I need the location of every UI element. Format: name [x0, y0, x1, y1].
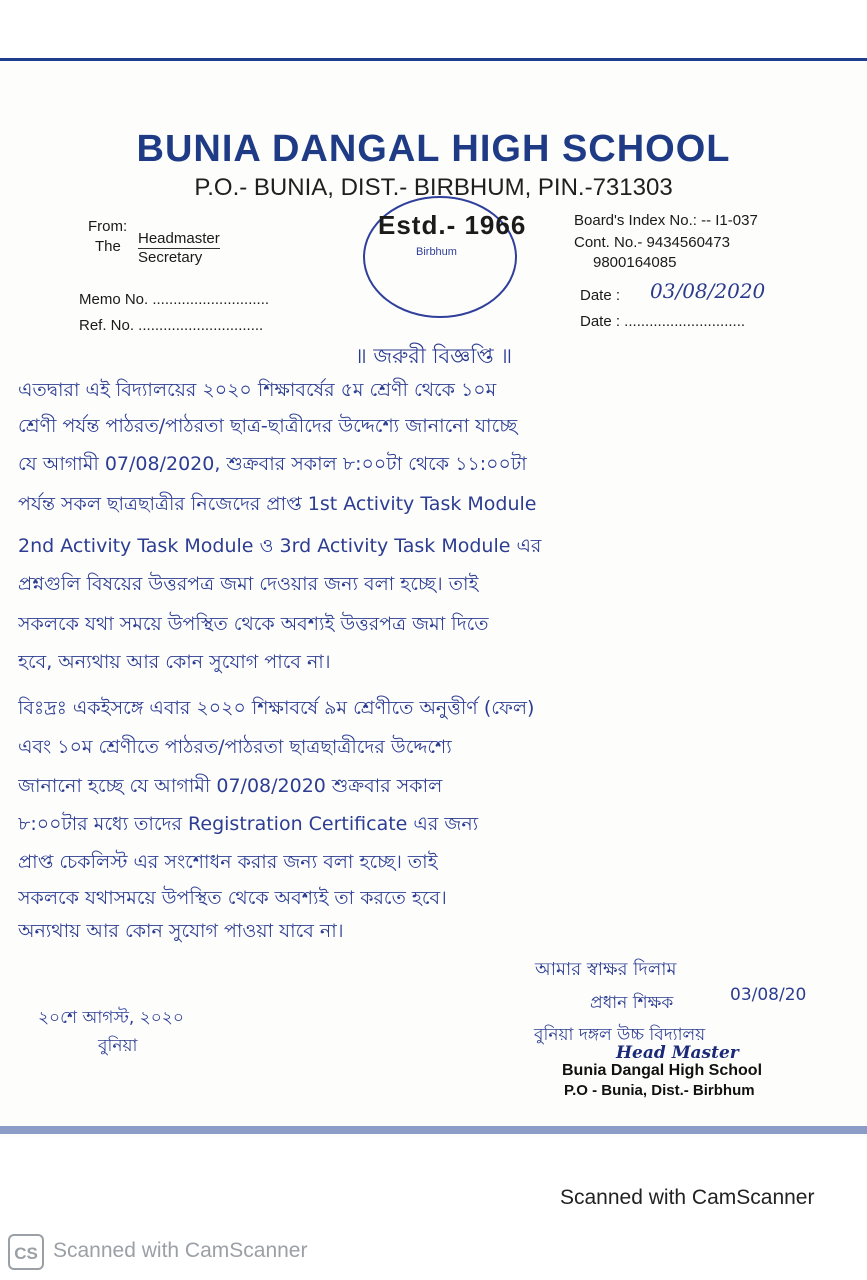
- notice-line: জানানো হচ্ছে যে আগামী 07/08/2020 শুক্রবার সকাল: [18, 775, 443, 797]
- paper-edge: [0, 1126, 867, 1134]
- notice-line: এতদ্বারা এই বিদ্যালয়ের ২০২০ শিক্ষাবর্ষের ৫ম শ্রেণী থেকে ১০ম: [18, 379, 497, 401]
- notice-heading: ॥ জরুরী বিজ্ঞপ্তি ॥: [354, 344, 513, 368]
- signature-line-1: আমার স্বাক্ষর দিলাম: [535, 959, 677, 980]
- role-secretary: Secretary: [138, 249, 203, 266]
- signature-line-3: বুনিয়া দঙ্গল উচ্চ বিদ্যালয়: [534, 1025, 706, 1045]
- signature-date: 03/08/20: [730, 985, 807, 1005]
- camscanner-watermark-right: Scanned with CamScanner: [560, 1186, 815, 1209]
- notice-line: সকলকে যথা সময়ে উপস্থিত থেকে অবশ্যই উত্তরপত্র জমা দিতে: [18, 613, 489, 635]
- notice-line: প্রাপ্ত চেকলিস্ট এর সংশোধন করার জন্য বলা হচ্ছে। তাই: [18, 851, 438, 873]
- camscanner-logo-icon: CS: [8, 1234, 44, 1270]
- left-note-date: ২০শে আগস্ট, ২০২০: [38, 1008, 184, 1028]
- notice-line: সকলকে যথাসময়ে উপস্থিত থেকে অবশ্যই তা করতে হবে।: [18, 887, 447, 909]
- notice-line: যে আগামী 07/08/2020, শুক্রবার সকাল ৮:০০টা থেকে ১১:০০টা: [18, 453, 527, 475]
- stamp-district: Birbhum: [416, 246, 457, 258]
- memo-number: Memo No. ............................: [79, 291, 270, 308]
- notice-line: অন্যথায় আর কোন সুযোগ পাওয়া যাবে না।: [18, 920, 344, 942]
- head-master-title: Head Master: [616, 1043, 739, 1063]
- seal-address: P.O - Bunia, Dist.- Birbhum: [564, 1082, 755, 1099]
- notice-line: পর্যন্ত সকল ছাত্রছাত্রীর নিজেদের প্রাপ্ত 1st Activity Task Module: [18, 493, 537, 515]
- handwritten-date: 03/08/2020: [650, 279, 766, 303]
- notice-line: বিঃদ্রঃ একইসঙ্গে এবার ২০২০ শিক্ষাবর্ষে ৯ম শ্রেণীতে অনুত্তীর্ণ (ফেল): [18, 697, 535, 719]
- notice-line: শ্রেণী পর্যন্ত পাঠরত/পাঠরতা ছাত্র-ছাত্রীদের উদ্দেশ্যে জানানো যাচ্ছে: [18, 415, 518, 437]
- board-index-number: Board's Index No.: -- I1-037: [574, 212, 758, 229]
- notice-line: হবে, অন্যথায় আর কোন সুযোগ পাবে না।: [18, 651, 331, 673]
- notice-line: প্রশ্নগুলি বিষয়ের উত্তরপত্র জমা দেওয়ার জন্য বলা হচ্ছে। তাই: [18, 573, 479, 595]
- role-headmaster: Headmaster: [138, 230, 220, 247]
- from-label: From:: [88, 218, 128, 235]
- date-label-1: Date :: [580, 287, 621, 304]
- notice-line: 2nd Activity Task Module ও 3rd Activity Task Module এর: [18, 535, 542, 557]
- school-name: BUNIA DANGAL HIGH SCHOOL: [136, 128, 731, 170]
- signature-line-2: প্রধান শিক্ষক: [590, 993, 674, 1013]
- contact-number-2: 9800164085: [593, 254, 677, 271]
- reference-number: Ref. No. ..............................: [79, 317, 264, 334]
- contact-number-1: Cont. No.- 9434560473: [574, 234, 730, 251]
- seal-school-name: Bunia Dangal High School: [562, 1062, 763, 1079]
- date-label-2: Date : .............................: [580, 313, 746, 330]
- camscanner-watermark-left: Scanned with CamScanner: [53, 1239, 308, 1262]
- left-note-place: বুনিয়া: [98, 1036, 138, 1056]
- notice-line: ৮:০০টার মধ্যে তাদের Registration Certificate এর জন্য: [18, 813, 479, 835]
- establishment-year: Estd.- 1966: [378, 210, 527, 240]
- notice-line: এবং ১০ম শ্রেণীতে পাঠরত/পাঠরতা ছাত্রছাত্রীদের উদ্দেশ্যে: [18, 736, 452, 758]
- school-address: P.O.- BUNIA, DIST.- BIRBHUM, PIN.-731303: [194, 174, 673, 201]
- the-label: The: [95, 238, 121, 255]
